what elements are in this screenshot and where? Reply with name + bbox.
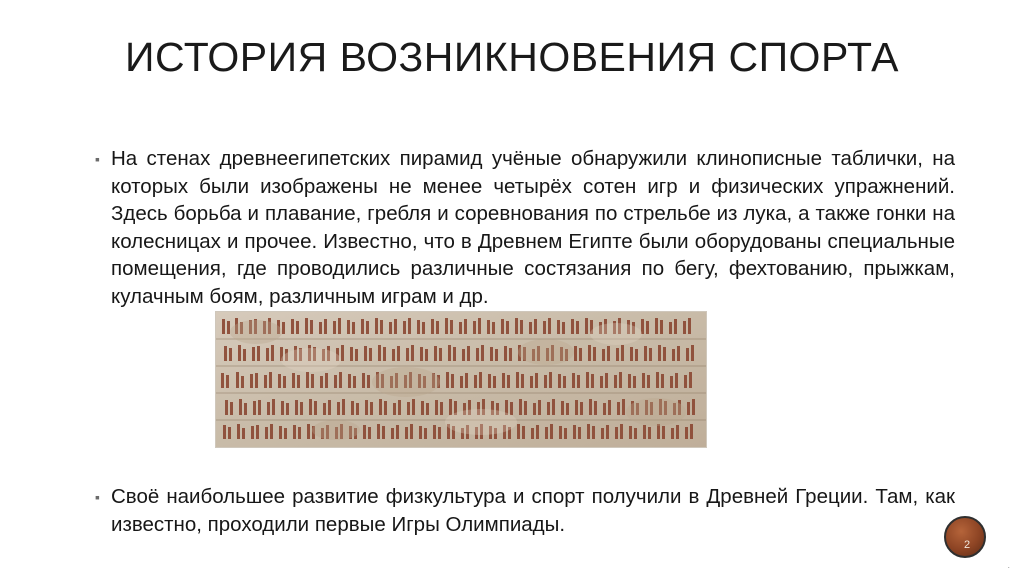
page-title: ИСТОРИЯ ВОЗНИКНОВЕНИЯ СПОРТА: [124, 34, 899, 80]
slide-number: 2: [963, 539, 971, 551]
bullet-marker-icon: ▪: [95, 489, 100, 505]
content-block-secondary: [95, 483, 955, 546]
corner-mark: .: [1007, 560, 1010, 570]
egyptian-wrestling-fresco: [215, 311, 707, 448]
fresco-artwork: [216, 312, 706, 447]
list-item: [95, 145, 955, 310]
bullet-text: Своё наибольшее развитие физкультура и спорт получили в Древней Греции. Там, как известно, проходили первые Игры Олимпиады.: [111, 485, 955, 536]
bullet-marker-icon: ▪: [95, 151, 100, 167]
slide-number-badge: [944, 516, 986, 558]
list-item: [95, 483, 955, 538]
content-block-primary: [95, 145, 955, 318]
bullet-text: На стенах древнеегипетских пирамид учёные обнаружили клинописные таблички, на которых были изображены не менее четырёх сотен игр и физических упражнений. Здесь борьба и плавание, гребля и соревнования по стрельбе из лука, а также гонки на колесницах и прочее. Известно, что в Древнем Египте были оборудованы специальные помещения, где проводились различные состязания по бегу, фехтованию, прыжкам, кулачным боям, различным играм и др.: [111, 147, 955, 308]
